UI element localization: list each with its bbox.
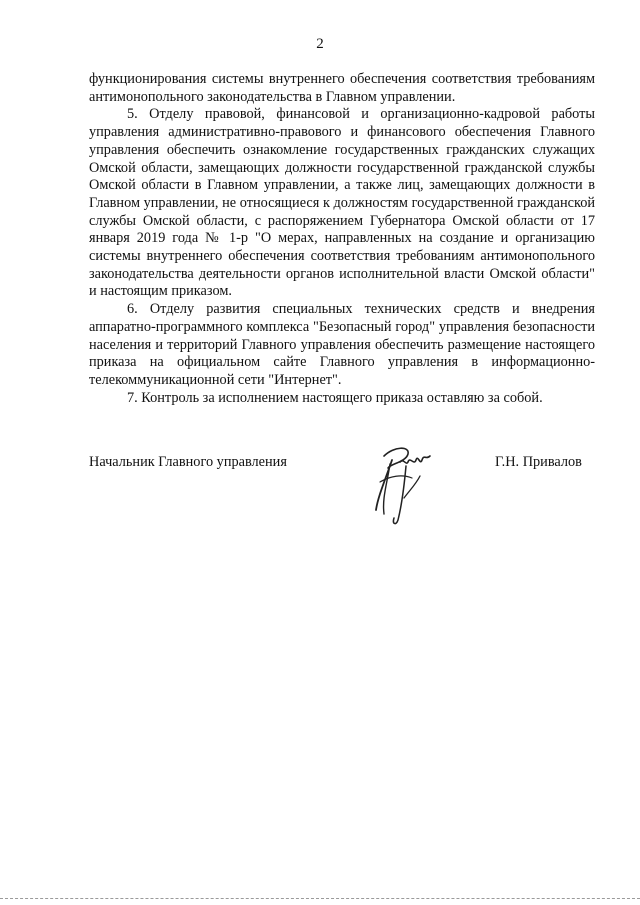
paragraph-item-6: 6. Отделу развития специальных технических средств и внедрения аппаратно-программного комплекса "Безопасный город" управления безопасности населения и территорий Главного управления обеспечить размещение настоящего приказа на официальном сайте Главного управления в информационно-телекоммуникационной сети "Интернет". xyxy=(89,301,595,388)
handwritten-signature xyxy=(360,438,440,528)
document-body xyxy=(89,71,595,407)
paragraph-continuation: функционирования системы внутреннего обеспечения соответствия требованиям антимонопольного законодательства в Главном управлении. xyxy=(89,71,595,105)
page-number: 2 xyxy=(316,36,324,52)
paragraph-item-5: 5. Отделу правовой, финансовой и организационно-кадровой работы управления административно-правового и финансового обеспечения Главного управления обеспечить ознакомление государственных гражданских служащих Омской области, замещающих должности государственной гражданской службы Омской области в Главном управлении, а также лиц, замещающих должности в Главном управлении, не относящиеся к должностям государственной гражданской службы Омской области, с распоряжением Губернатора Омской области от 17 января 2019 года № 1-р "О мерах, направленных на создание и организацию системы внутреннего обеспечения соответствия требованиям антимонопольного законодательства деятельности органов исполнительной власти Омской области" и настоящим приказом. xyxy=(89,106,595,300)
signatory-position: Начальник Главного управления xyxy=(89,454,287,470)
scan-bottom-edge xyxy=(0,898,640,899)
signatory-name: Г.Н. Привалов xyxy=(495,454,582,470)
paragraph-item-7: 7. Контроль за исполнением настоящего приказа оставляю за собой. xyxy=(127,389,543,406)
